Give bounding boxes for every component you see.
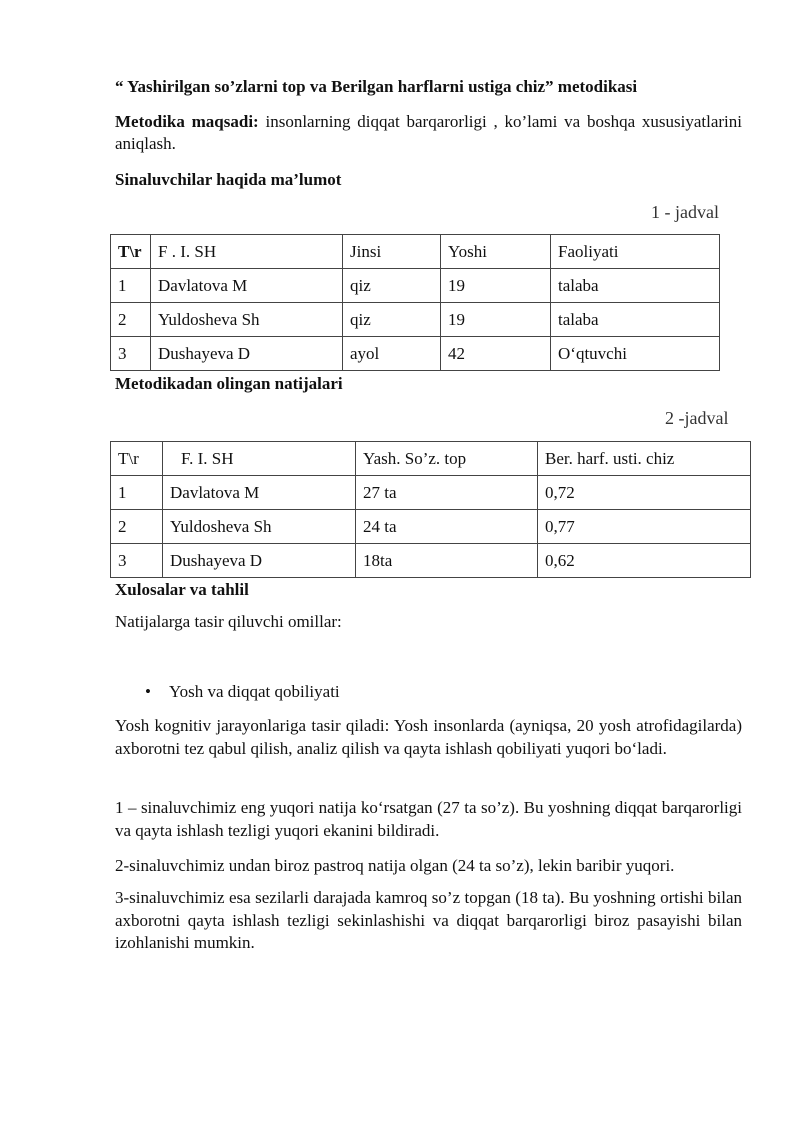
table-cell: talaba: [551, 269, 720, 303]
table-row: [111, 476, 751, 510]
table-row: [111, 303, 720, 337]
conclusion-heading: Xulosalar va tahlil: [115, 580, 249, 599]
table-cell: 18ta: [356, 544, 538, 578]
table-cell: 0,77: [538, 510, 751, 544]
table-cell: talaba: [551, 303, 720, 337]
table-cell: qiz: [343, 269, 441, 303]
table-cell: 27 ta: [356, 476, 538, 510]
purpose-label: Metodika maqsadi:: [115, 112, 259, 131]
table-cell: Dushayeva D: [163, 544, 356, 578]
analysis-paragraph: 3-sinaluvchimiz esa sezilarli darajada kamroq so’z topgan (18 ta). Bu yoshning ortishi bilan axborotni qayta ishlash tezligi sekinlashishi va diqqat barqarorligi biroz pasayishi bilan izohlanishi mumkin.: [115, 888, 742, 952]
analysis-paragraph: 1 – sinaluvchimiz eng yuqori natija ko‘rsatgan (27 ta so’z). Bu yoshning diqqat barqarorligi va qayta ishlash tezligi yuqori ekanini bildiradi.: [115, 798, 742, 840]
table-header-cell: Yash. So’z. top: [356, 442, 538, 476]
table-header-cell: T\r: [111, 442, 163, 476]
table-header-cell: Yoshi: [441, 235, 551, 269]
table-cell: 1: [111, 269, 151, 303]
table2-caption: 2 -jadval: [665, 408, 729, 428]
purpose-text: insonlarning diqqat barqarorligi , ko’lami va boshqa xususiyatlarini aniqlash.: [115, 112, 742, 153]
table-header-cell: F . I. SH: [151, 235, 343, 269]
table-cell: Dushayeva D: [151, 337, 343, 371]
bullet-text: Yosh va diqqat qobiliyati: [169, 682, 340, 701]
table-header-row: [111, 235, 720, 269]
analysis-paragraph: Yosh kognitiv jarayonlariga tasir qiladi: Yosh insonlarda (ayniqsa, 20 yosh atrofidagilarda) axborotni tez qabul qilish, analiz qilish va qayta ishlash qobiliyati yuqori bo‘ladi.: [115, 716, 742, 758]
table-header-row: [111, 442, 751, 476]
table-cell: Yuldosheva Sh: [151, 303, 343, 337]
table-cell: Davlatova M: [151, 269, 343, 303]
table-row: [111, 544, 751, 578]
participants-table: [110, 234, 720, 371]
table-cell: 42: [441, 337, 551, 371]
table-cell: Yuldosheva Sh: [163, 510, 356, 544]
results-table: [110, 441, 751, 578]
table-cell: 24 ta: [356, 510, 538, 544]
table-cell: 2: [111, 510, 163, 544]
table-header-cell: F. I. SH: [163, 442, 356, 476]
table-row: [111, 269, 720, 303]
table-cell: Davlatova M: [163, 476, 356, 510]
table-cell: 19: [441, 269, 551, 303]
table-cell: 2: [111, 303, 151, 337]
table-row: [111, 337, 720, 371]
table-row: [111, 510, 751, 544]
table-header-cell: Faoliyati: [551, 235, 720, 269]
table-cell: 3: [111, 544, 163, 578]
table-cell: 19: [441, 303, 551, 337]
table-cell: 0,72: [538, 476, 751, 510]
table-cell: 3: [111, 337, 151, 371]
table-cell: O‘qtuvchi: [551, 337, 720, 371]
table-header-cell: Jinsi: [343, 235, 441, 269]
table-cell: 0,62: [538, 544, 751, 578]
purpose-paragraph: [115, 111, 742, 155]
table-header-cell: T\r: [111, 235, 151, 269]
table-cell: 1: [111, 476, 163, 510]
document-title: “ Yashirilgan so’zlarni top va Berilgan harflarni ustiga chiz” metodikasi: [115, 77, 638, 96]
analysis-paragraph: 2-sinaluvchimiz undan biroz pastroq natija olgan (24 ta so’z), lekin baribir yuqori.: [115, 856, 675, 875]
table-header-cell: Ber. harf. usti. chiz: [538, 442, 751, 476]
table-cell: qiz: [343, 303, 441, 337]
participants-heading: Sinaluvchilar haqida ma’lumot: [115, 170, 342, 189]
bullet-item: [145, 682, 340, 702]
bullet-icon: •: [145, 682, 151, 701]
factors-intro: Natijalarga tasir qiluvchi omillar:: [115, 612, 342, 631]
results-heading: Metodikadan olingan natijalari: [115, 374, 343, 393]
table1-caption: 1 - jadval: [651, 202, 719, 222]
table-cell: ayol: [343, 337, 441, 371]
